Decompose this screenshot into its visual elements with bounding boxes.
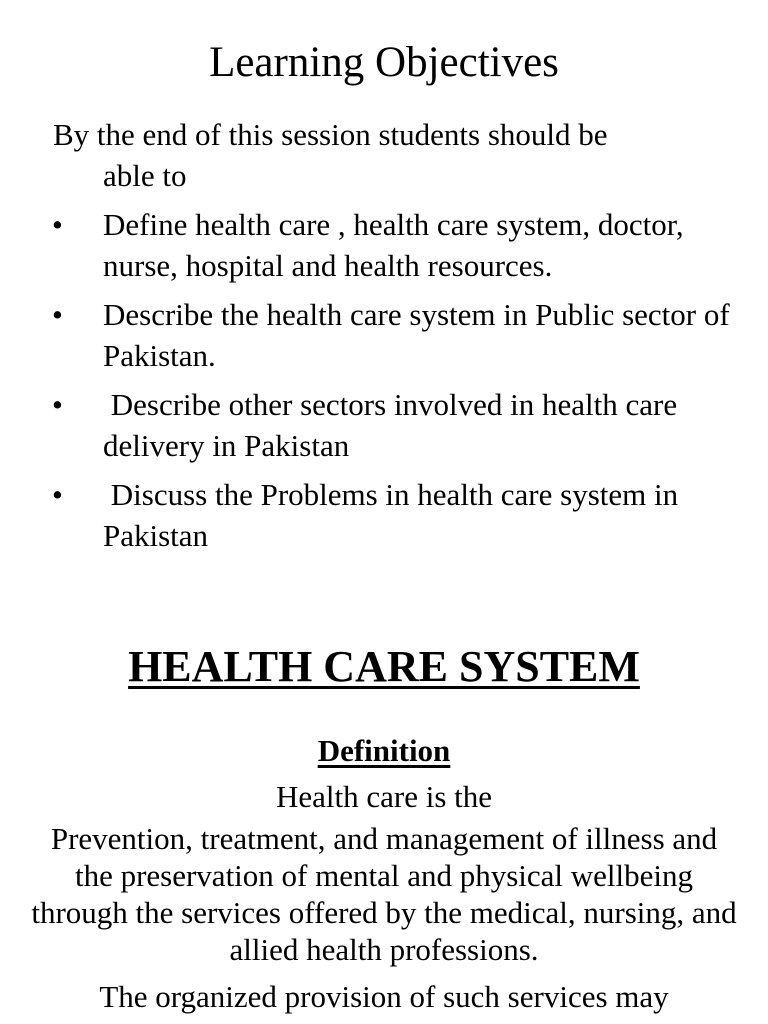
objective-text: Define health care , health care system, doctor, nurse, hospital and health resources. [103, 207, 684, 283]
intro-line-1: By the end of this session students should be [53, 117, 608, 152]
objective-text: Describe other sectors involved in health care delivery in Pakistan [103, 387, 685, 463]
bullet-icon: • [52, 387, 63, 422]
objective-item [0, 204, 768, 286]
intro-text [53, 114, 733, 196]
bullet-icon: • [52, 297, 63, 332]
section-heading [0, 640, 768, 694]
intro-line-2: able to [103, 158, 187, 193]
objective-item [0, 384, 768, 466]
continued-text: The organized provision of such services may [99, 979, 669, 1014]
section-heading-text: HEALTH CARE SYSTEM [128, 642, 640, 691]
objectives-list [0, 204, 768, 564]
definition-body: Prevention, treatment, and management of illness and the preservation of mental and physical wellbeing through the services offered by the medical, nursing, and allied health professions. [31, 821, 737, 967]
page-title: Learning Objectives [209, 39, 559, 86]
definition-heading [0, 731, 768, 771]
definition-heading-text: Definition [317, 733, 451, 768]
objective-text: Describe the health care system in Public sector of Pakistan. [103, 297, 730, 373]
bullet-icon: • [52, 207, 63, 242]
bullet-icon: • [52, 477, 63, 512]
objective-item [0, 474, 768, 556]
objective-item [0, 294, 768, 376]
definition-intro: Health care is the [275, 779, 493, 814]
objective-text: Discuss the Problems in health care system in Pakistan [103, 477, 686, 553]
